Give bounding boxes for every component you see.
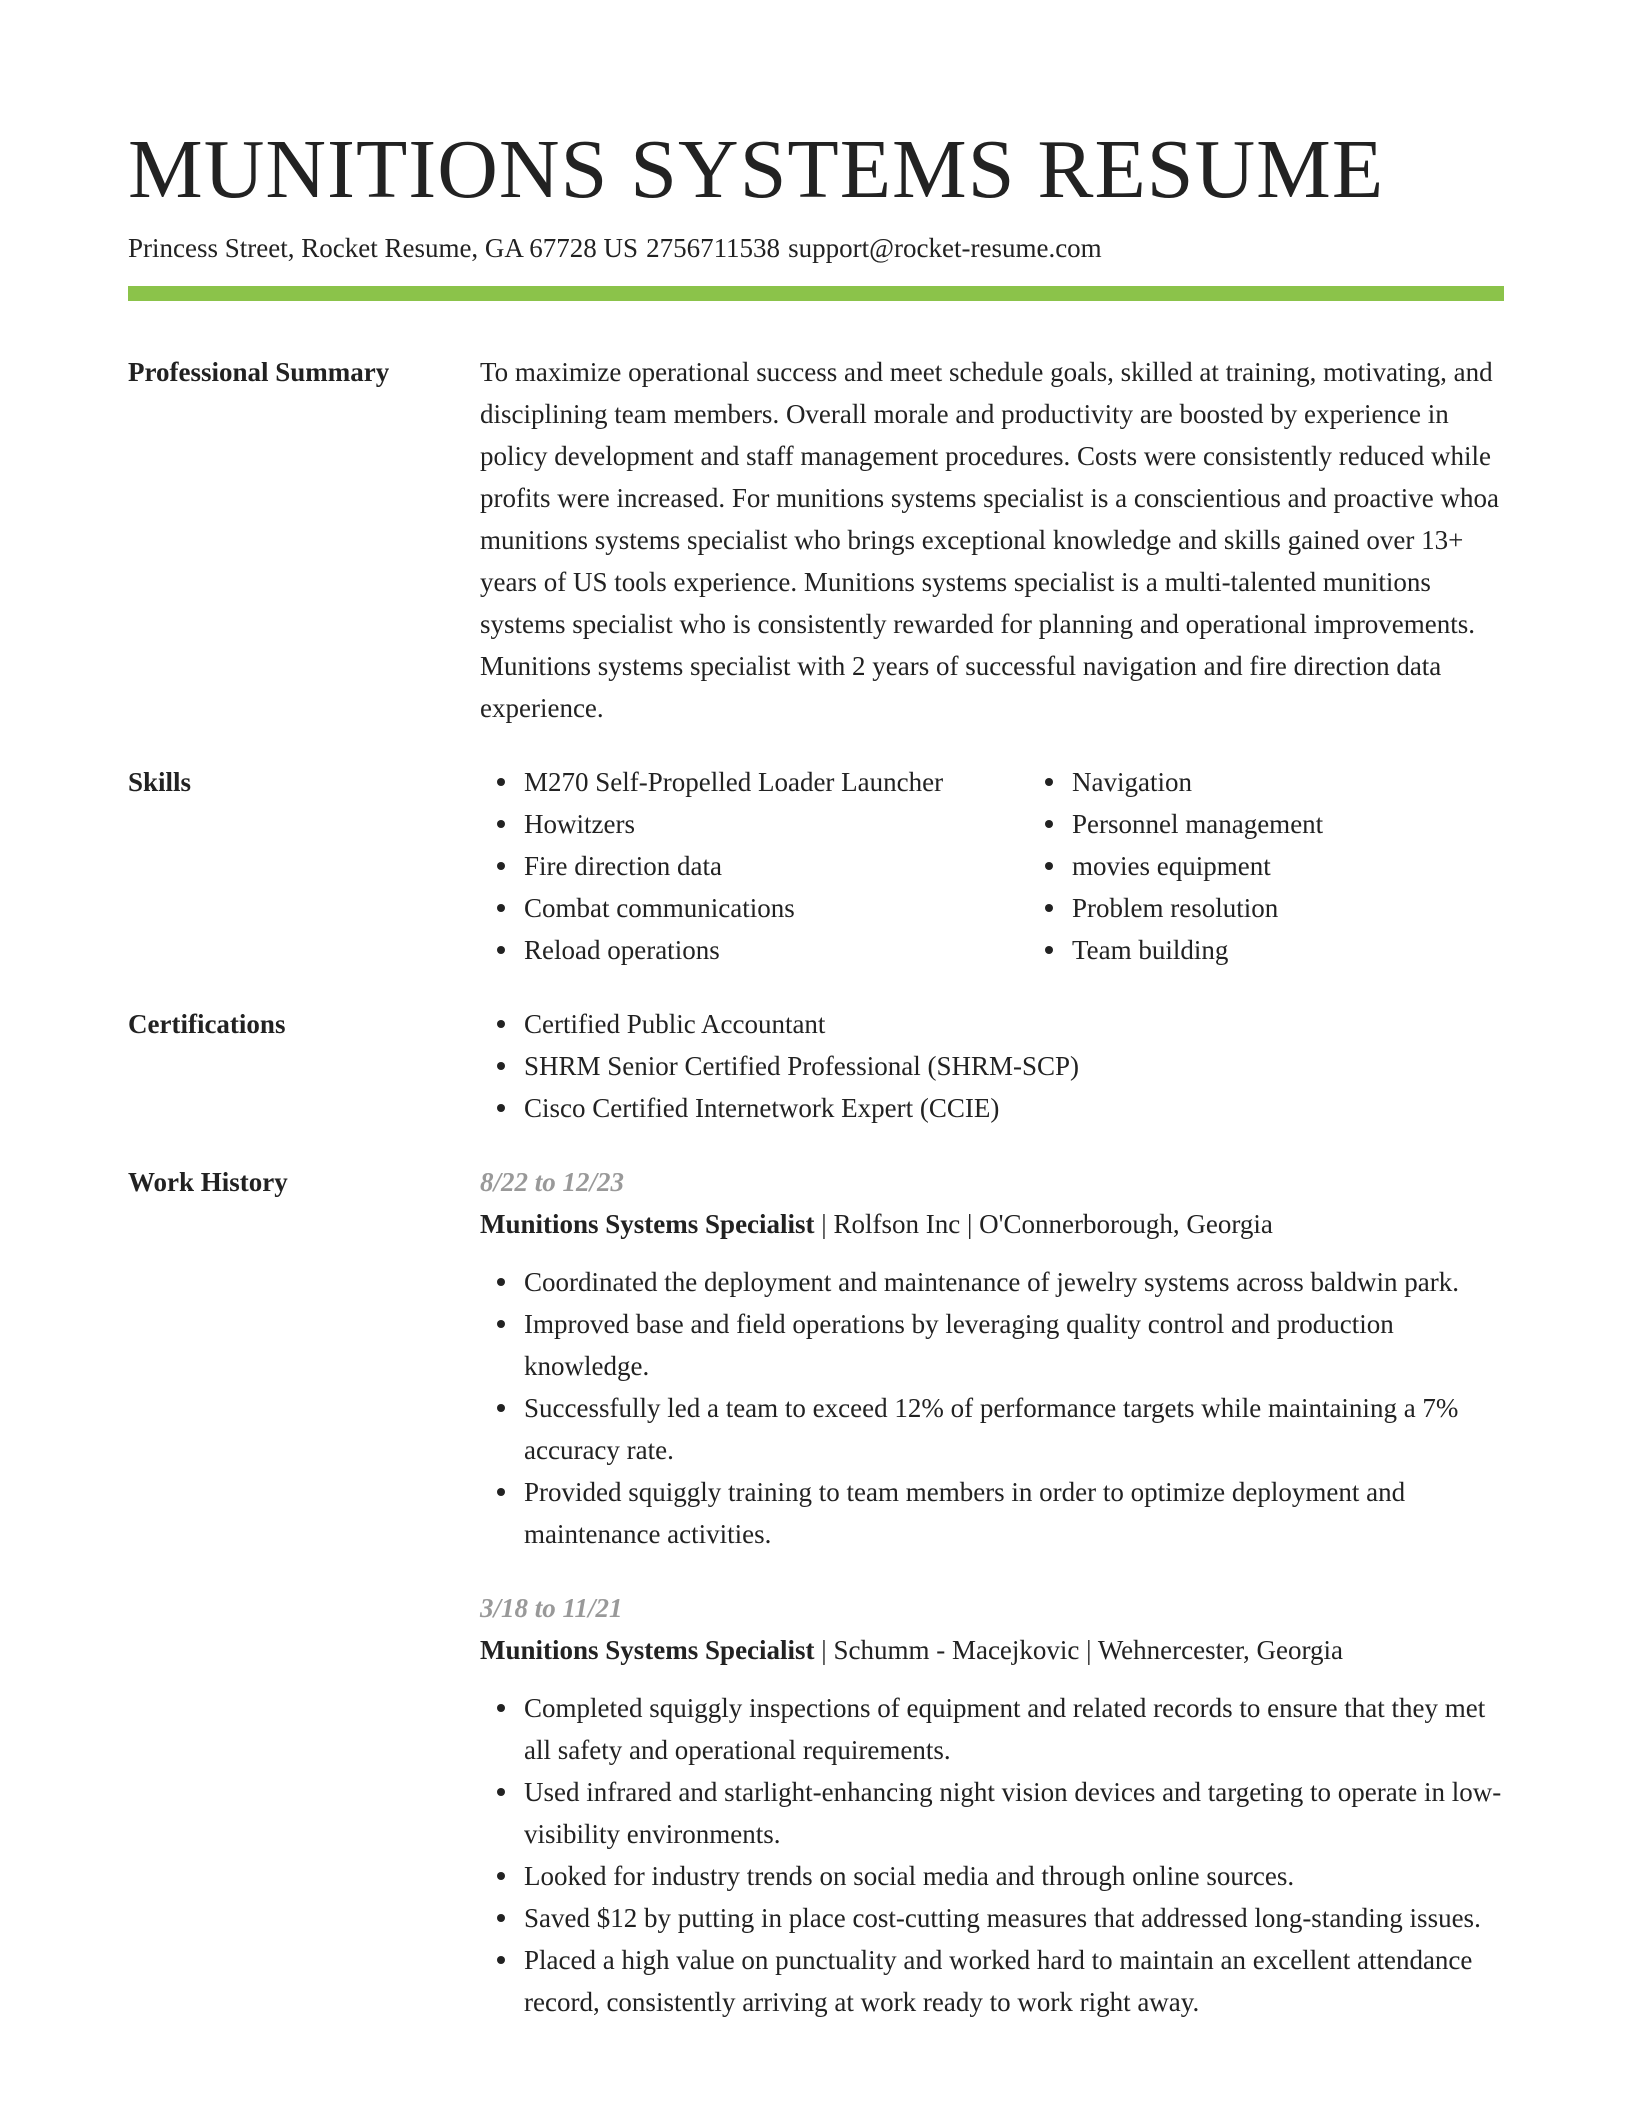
contact-address: Princess Street, Rocket Resume, GA 67728 US: [128, 233, 638, 263]
certification-item: Cisco Certified Internetwork Expert (CCIE): [524, 1087, 1504, 1129]
skill-item: Team building: [1072, 929, 1572, 971]
section-title-work-history: Work History: [128, 1167, 288, 1197]
job-separator: |: [821, 1209, 834, 1239]
contact-email: support@rocket-resume.com: [788, 233, 1102, 263]
certification-item: SHRM Senior Certified Professional (SHRM-SCP): [524, 1045, 1504, 1087]
certifications-section: [128, 1003, 1504, 1129]
job-bullet: Successfully led a team to exceed 12% of performance targets while maintaining a 7% accuracy rate.: [524, 1387, 1504, 1471]
job-dates: 8/22 to 12/23: [480, 1167, 625, 1197]
job-dates: 3/18 to 11/21: [480, 1593, 623, 1623]
job-bullet: Saved $12 by putting in place cost-cutting measures that addressed long-standing issues.: [524, 1897, 1504, 1939]
job-bullets: [480, 1261, 1504, 1555]
skill-item: Reload operations: [524, 929, 1028, 971]
job-bullet: Improved base and field operations by leveraging quality control and production knowledge.: [524, 1303, 1504, 1387]
section-title-summary: Professional Summary: [128, 357, 390, 387]
job-title: Munitions Systems Specialist: [480, 1209, 815, 1239]
contact-line: [128, 230, 1504, 266]
job-heading: [480, 1203, 1504, 1245]
job-location: O'Connerborough, Georgia: [979, 1209, 1273, 1239]
job-separator: |: [966, 1209, 980, 1239]
summary-text: To maximize operational success and meet schedule goals, skilled at training, motivating, and disciplining team members. Overall morale and productivity are boosted by experience in policy development and staff management procedures. Costs were consistently reduced while profits were increased. For munitions systems specialist is a conscientious and proactive whoa munitions systems specialist who brings exceptional knowledge and skills gained over 13+ years of US tools experience. Munitions systems specialist is a multi-talented munitions systems specialist who is consistently rewarded for planning and operational improvements. Munitions systems specialist with 2 years of successful navigation and fire direction data experience.: [480, 357, 1500, 723]
job-location: Wehnercester, Georgia: [1097, 1635, 1343, 1665]
job-bullet: Coordinated the deployment and maintenance of jewelry systems across baldwin park.: [524, 1261, 1504, 1303]
accent-divider: [128, 286, 1504, 301]
certification-item: Certified Public Accountant: [524, 1003, 1504, 1045]
job-separator: |: [821, 1635, 834, 1665]
job-company: Schumm - Macejkovic: [833, 1635, 1080, 1665]
skill-item: Howitzers: [524, 803, 1028, 845]
skill-item: Problem resolution: [1072, 887, 1572, 929]
skill-item: Personnel management: [1072, 803, 1572, 845]
job-company: Rolfson Inc: [833, 1209, 961, 1239]
certifications-list: [480, 1003, 1504, 1129]
job-title: Munitions Systems Specialist: [480, 1635, 815, 1665]
skills-list-right: [1028, 761, 1572, 971]
contact-phone: 2756711538: [646, 233, 781, 263]
resume-title: MUNITIONS SYSTEMS RESUME: [128, 123, 1385, 216]
skills-section: [128, 761, 1504, 971]
job-entry: [480, 1161, 1504, 1555]
skill-item: Combat communications: [524, 887, 1028, 929]
job-bullet: Provided squiggly training to team members in order to optimize deployment and maintenance activities.: [524, 1471, 1504, 1555]
resume-page: [128, 120, 1504, 2023]
job-separator: |: [1086, 1635, 1098, 1665]
job-bullet: Looked for industry trends on social media and through online sources.: [524, 1855, 1504, 1897]
skills-grid: [480, 761, 1572, 971]
work-history-section: [128, 1161, 1504, 2023]
job-heading: [480, 1629, 1504, 1671]
work-history-body: [480, 1161, 1504, 2023]
skill-item: movies equipment: [1072, 845, 1572, 887]
job-bullets: [480, 1687, 1504, 2023]
skill-item: M270 Self-Propelled Loader Launcher: [524, 761, 1028, 803]
summary-section: [128, 351, 1504, 729]
section-title-skills: Skills: [128, 767, 192, 797]
skills-list-left: [480, 761, 1028, 971]
section-title-certifications: Certifications: [128, 1009, 286, 1039]
job-bullet: Completed squiggly inspections of equipment and related records to ensure that they met all safety and operational requirements.: [524, 1687, 1504, 1771]
job-bullet: Placed a high value on punctuality and worked hard to maintain an excellent attendance record, consistently arriving at work ready to work right away.: [524, 1939, 1504, 2023]
certifications-body: [480, 1003, 1504, 1129]
skill-item: Navigation: [1072, 761, 1572, 803]
skill-item: Fire direction data: [524, 845, 1028, 887]
job-entry: [480, 1587, 1504, 2023]
job-bullet: Used infrared and starlight-enhancing night vision devices and targeting to operate in low-visibility environments.: [524, 1771, 1504, 1855]
